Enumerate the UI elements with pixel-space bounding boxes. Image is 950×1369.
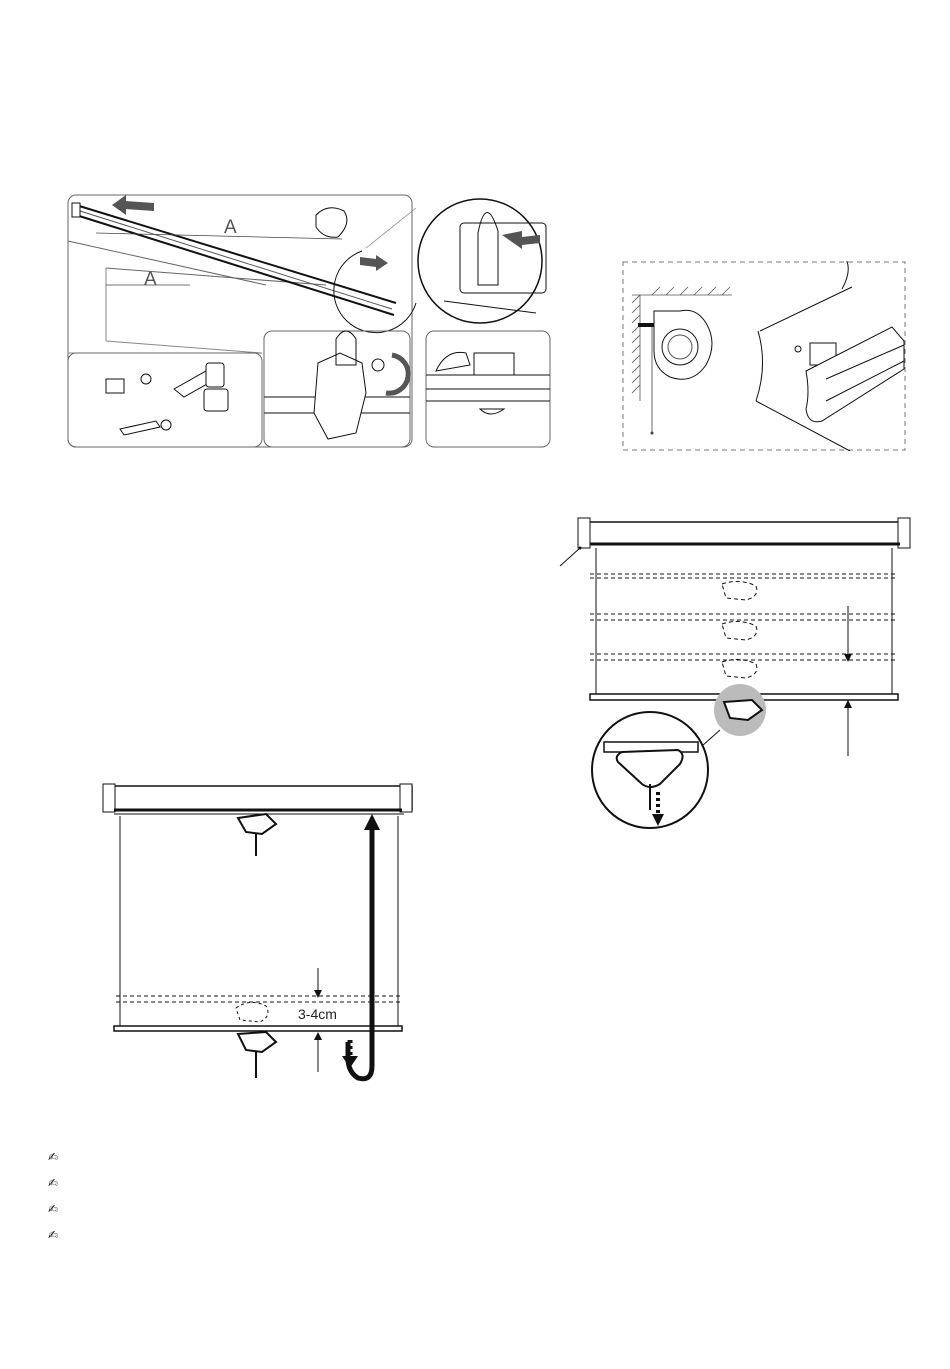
bracket-detail-drawing [622,261,906,451]
blind-measure-figure [100,780,420,1086]
writing-hand-icon: ✍ [48,1228,59,1242]
installation-drawing [66,193,552,451]
writing-hand-icon: ✍ [48,1150,59,1164]
notes-list [48,1150,58,1254]
measurement-label: 3-4cm [298,1006,337,1022]
writing-hand-icon: ✍ [48,1202,59,1216]
dimension-label-top: A [224,217,237,238]
installation-figure [66,193,552,451]
blind-positions-figure [556,514,912,832]
blind-positions-drawing [556,514,912,832]
note-item [48,1202,58,1228]
note-item [48,1150,58,1176]
note-item [48,1176,58,1202]
writing-hand-icon: ✍ [48,1176,59,1190]
blind-measure-drawing [100,780,420,1086]
dimension-label-left: A [144,269,157,290]
bracket-detail-figure [622,261,906,451]
note-item [48,1228,58,1254]
